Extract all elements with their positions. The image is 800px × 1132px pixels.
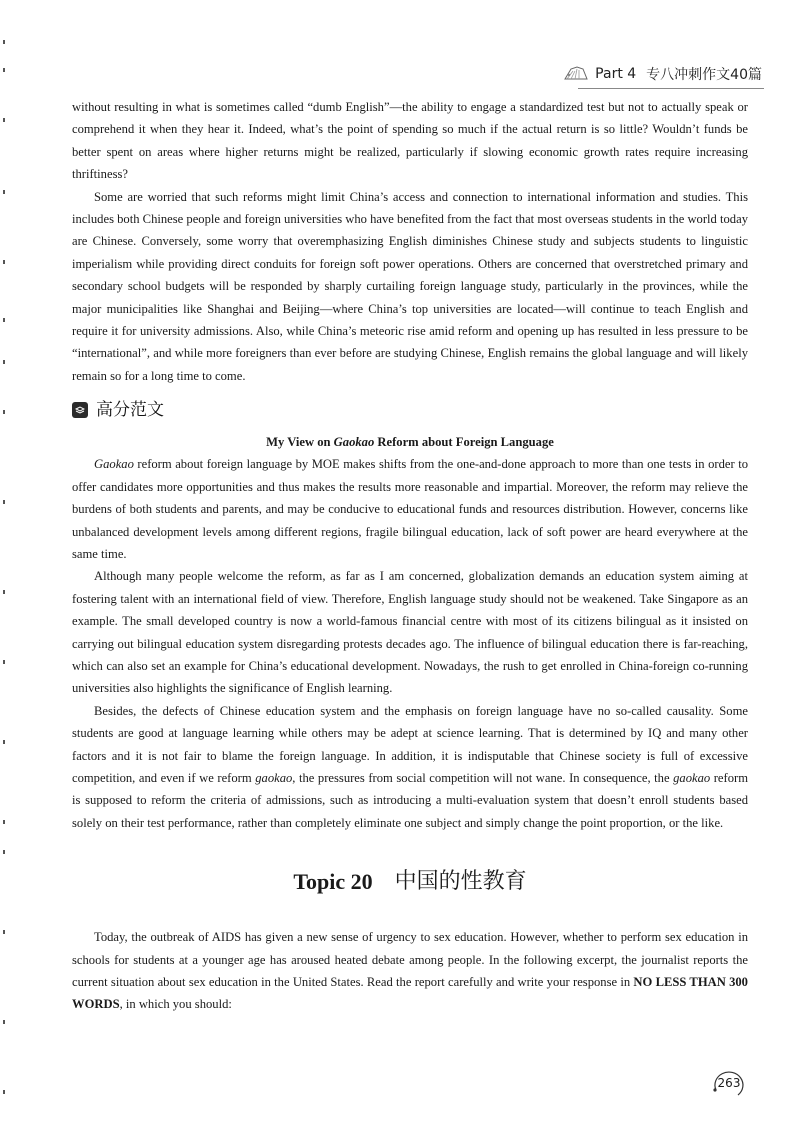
page-content [72,96,748,1016]
part-label: Part 4 [595,66,637,82]
essay-paragraph-1: Gaokao reform about foreign language by MOE makes shifts from the one-and-done approach to more than one tests in order to offer candidates more opportunities and thus makes the results more reasonable and impartial. Moreover, the reform may relieve the burdens of both students and parents, and may be conducive to educational funds and resources distribution. However, concerns like unbalanced development levels among different regions, fragile bilingual education, lack of soft power are heard everywhere at the same time. [72,457,748,561]
essay-paragraph-2: Although many people welcome the reform, as far as I am concerned, globalization demands an education system aiming at fostering talent with an international field of view. Therefore, English language study should not be weakened. Take Singapore as an example. The small developed country is now a world-famous financial centre with most of its citizens bilingual as it insisted on carrying out bilingual education system disregarding protests decades ago. The influence of bilingual education there is far-reaching, which can also set an example for China’s educational development. Nowadays, the rush to get enrolled in China-foreign co-running universities also highlights the significance of English learning. [72,569,748,696]
page-number-badge [710,1068,748,1098]
topic-intro-paragraph: Today, the outbreak of AIDS has given a new sense of urgency to sex education. However, whether to perform sex education in schools for students at a younger age has aroused heated debate among people. In the following excerpt, the journalist reports the current situation about sex education in the United States. Read the report carefully and write your response in NO LESS THAN 300 WORDS, in which you should: [72,930,748,1012]
intro-paragraph-2: Some are worried that such reforms might limit China’s access and connection to international information and studies. This includes both Chinese people and foreign universities who have benefited from the fact that most overseas students in the world today are Chinese. Conversely, some worry that overemphasizing English diminishes Chinese study and subjects students to linguistic imperialism while providing direct conduits for foreign soft power operations. Others are concerned that overstretched primary and secondary school budgets will be responded by sharply curtailing foreign language study, particularly in the provinces, while the major municipalities like Shanghai and Beijing—where China’s top universities are located—will continue to teach English and require it for university admissions. Also, while China’s meteoric rise amid reform and opening up has resulted in less pressure to be “international”, and while more foreigners than ever before are studying Chinese, English remains the global language and will likely remain so for a long time to come. [72,189,748,383]
page-number: 263 [717,1076,741,1090]
topic-heading [72,862,748,902]
essay-title: My View on Gaokao Reform about Foreign Language [266,435,554,450]
topic-number: Topic 20 [293,868,373,894]
section-marker-icon [72,402,88,418]
page-header [563,62,762,86]
part-title: 专八冲刺作文40篇 [646,67,762,83]
essay-paragraph-3: Besides, the defects of Chinese education system and the emphasis on foreign language have no so-called causality. Some students are good at language learning while others may be adept at science learning. That is determined by IQ and many other factors and it is not fair to blame the foreign language. In addition, it is indisputable that Chinese society is full of excessive competition, and even if we reform gaokao, the pressures from social competition will not wane. In consequence, the gaokao reform is supposed to reform the criteria of admissions, such as introducing a multi-evaluation system that doesn’t enroll students based solely on their test performance, rather than completely eliminate one subject and simply change the point proportion, or the like. [72,703,748,830]
book-logo-icon [563,63,589,85]
section-heading-text: 高分范文 [96,400,164,421]
topic-title: 中国的性教育 [394,868,527,894]
left-margin-marks [0,0,12,1132]
intro-paragraph-1: without resulting in what is sometimes called “dumb English”—the ability to engage a standardized test but not to actually speak or comprehend it when they hear it. Indeed, what’s the point of spending so much if the actual return is so little? Wouldn’t funds be better spent on areas where higher returns might be realized, particularly if slowing economic growth rates require increasing thriftiness? [72,100,748,182]
header-rule [578,88,764,89]
model-essay-section-heading [72,397,748,423]
